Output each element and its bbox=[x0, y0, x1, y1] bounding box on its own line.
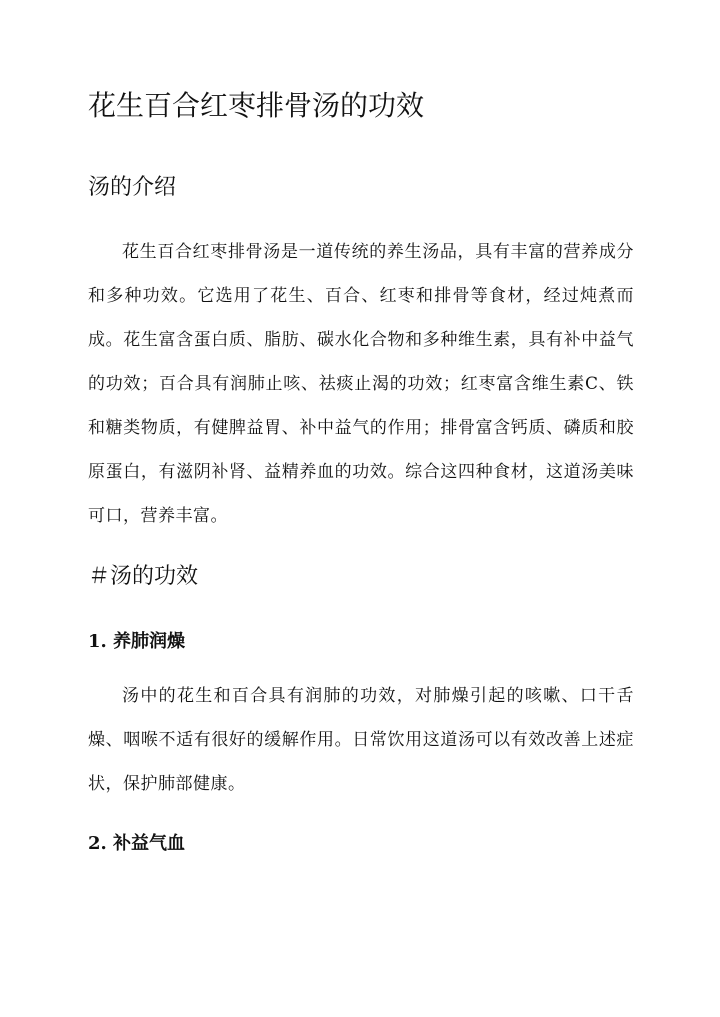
benefit-paragraph-lung: 汤中的花生和百合具有润肺的功效，对肺燥引起的咳嗽、口干舌燥、咽喉不适有很好的缓解作用。日常饮用这道汤可以有效改善上述症状，保护肺部健康。 bbox=[88, 686, 634, 794]
introduction-paragraph: 花生百合红枣排骨汤是一道传统的养生汤品，具有丰富的营养成分和多种功效。它选用了花生、百合、红枣和排骨等食材，经过炖煮而成。花生富含蛋白质、脂肪、碳水化合物和多种维生素，具有补中益气的功效；百合具有润肺止咳、祛痰止渴的功效；红枣富含维生素C、铁和糖类物质，有健脾益胃、补中益气的作用；排骨富含钙质、磷质和胶原蛋白，有滋阴补肾、益精养血的功效。综合这四种食材，这道汤美味可口，营养丰富。 bbox=[88, 242, 634, 526]
section-heading-introduction: 汤的介绍 bbox=[88, 175, 177, 200]
benefit-heading-qi-blood: 2. 补益气血 bbox=[88, 833, 186, 854]
document-title: 花生百合红枣排骨汤的功效 bbox=[88, 89, 425, 122]
section-heading-benefits: ＃汤的功效 bbox=[88, 564, 199, 589]
benefit-heading-lung: 1. 养肺润燥 bbox=[88, 631, 186, 652]
